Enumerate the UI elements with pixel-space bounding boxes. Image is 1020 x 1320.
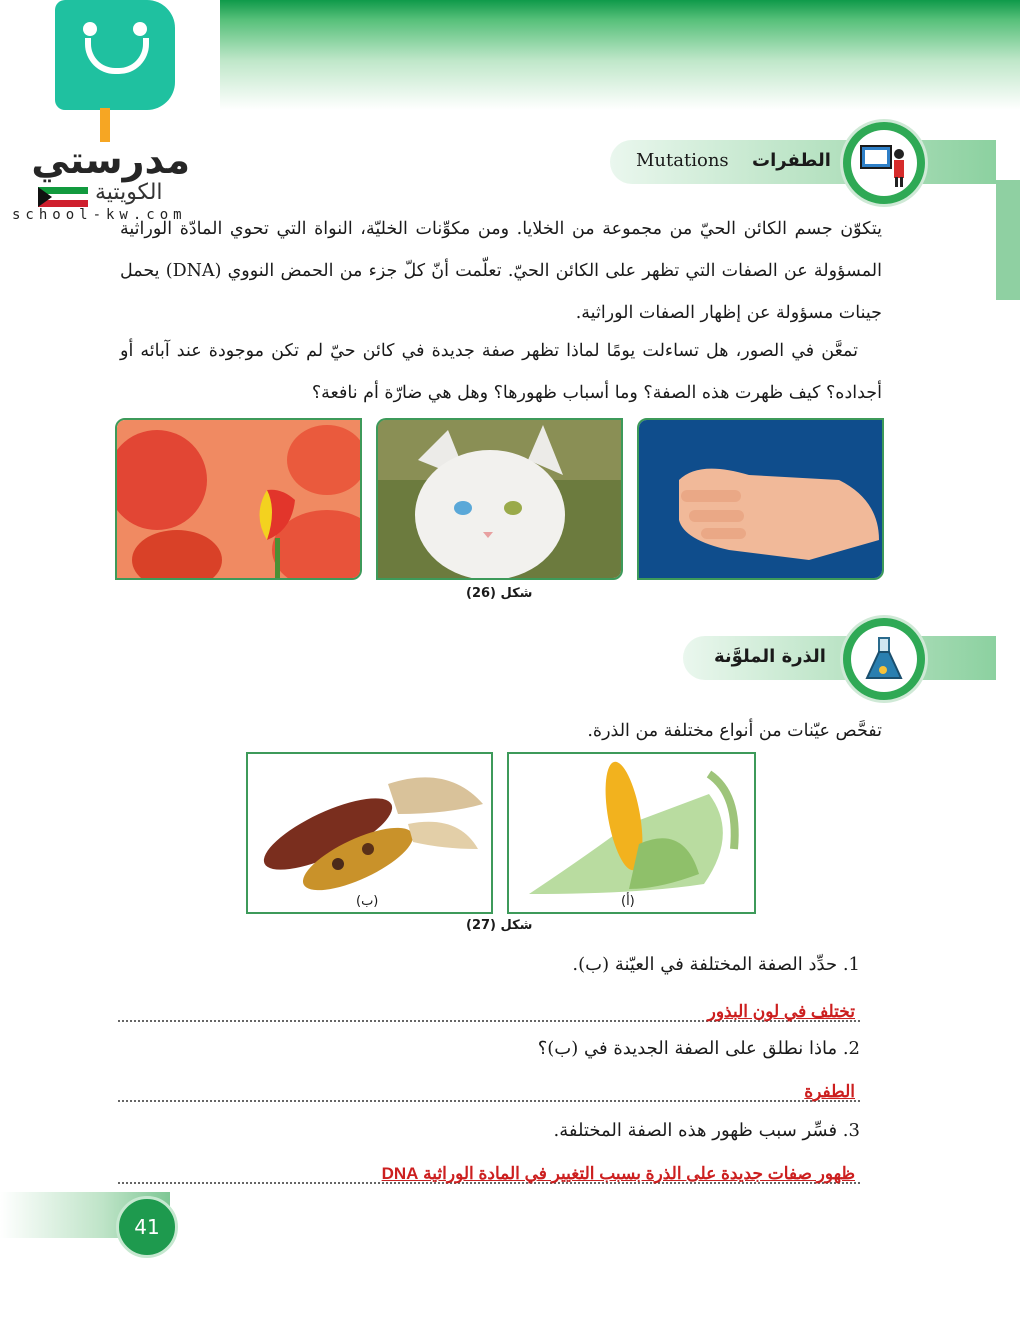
section-title-corn: الذرة الملوَّنة	[714, 646, 826, 667]
photo-cat	[376, 418, 623, 580]
figure-27-caption: شكل (27)	[466, 918, 533, 933]
corn-intro: تفحَّص عيّنات من أنواع مختلفة من الذرة.	[587, 721, 882, 741]
question-2: 2. ماذا نطلق على الصفة الجديدة في (ب)؟	[537, 1038, 860, 1059]
side-tab	[996, 180, 1020, 300]
logo-bookmark-icon	[100, 108, 110, 142]
header-band	[220, 0, 1020, 110]
brand-site: school-kw.com	[12, 207, 187, 223]
flask-icon	[851, 626, 917, 692]
photo-tulips	[115, 418, 362, 580]
photo-colored-corn	[246, 752, 493, 914]
kuwait-flag-icon	[38, 187, 88, 207]
question-3: 3. فسِّر سبب ظهور هذه الصفة المختلفة.	[553, 1120, 860, 1141]
intro-paragraph: يتكوّن جسم الكائن الحيّ من مجموعة من الخلايا. ومن مكوِّنات الخليّة، النواة التي تحوي المادّة الوراثية المسؤولة عن الصفات التي تظهر على الكائن الحيّ. تعلّمت أنّ كلّ جزء من الحمض النووي (DNA) يحمل جينات مسؤولة عن إظهار الصفات الوراثية.	[120, 219, 882, 323]
section-icon-circle	[843, 122, 925, 204]
answer-2: الطفرة	[804, 1082, 855, 1101]
label-b: (ب)	[356, 894, 379, 909]
brand-subtitle: الكويتية	[95, 180, 163, 205]
label-a: (أ)	[621, 894, 635, 909]
answer-1: تختلف في لون البذور	[707, 1002, 855, 1021]
teacher-board-icon	[851, 130, 917, 196]
figure-26-caption: شكل (26)	[466, 586, 533, 601]
answer-line-2	[118, 1100, 860, 1102]
question-paragraph: تمعَّن في الصور، هل تساءلت يومًا لماذا تظهر صفة جديدة في كائن حيّ لم تكن موجودة عند آبائه أو أجداده؟ كيف ظهرت هذه الصفة؟ وما أسباب ظهورها؟ وهل هي ضارّة أم نافعة؟	[120, 341, 882, 403]
page-number: 41	[116, 1196, 178, 1258]
brand-logo	[55, 0, 175, 110]
section-title-ar: الطفرات	[752, 150, 831, 171]
photo-yellow-corn	[507, 752, 756, 914]
answer-3: ظهور صفات جديدة على الذرة بسبب التغيير في المادة الوراثية DNA	[381, 1164, 855, 1183]
brand-name: مدرستي	[31, 138, 190, 182]
logo-eye-icon	[133, 22, 147, 36]
logo-smile-icon	[85, 38, 149, 74]
logo-eye-icon	[83, 22, 97, 36]
section-title-en: Mutations	[636, 150, 729, 171]
question-1: 1. حدِّد الصفة المختلفة في العيّنة (ب).	[572, 954, 860, 975]
section-icon-circle	[843, 618, 925, 700]
photo-hand	[637, 418, 884, 580]
